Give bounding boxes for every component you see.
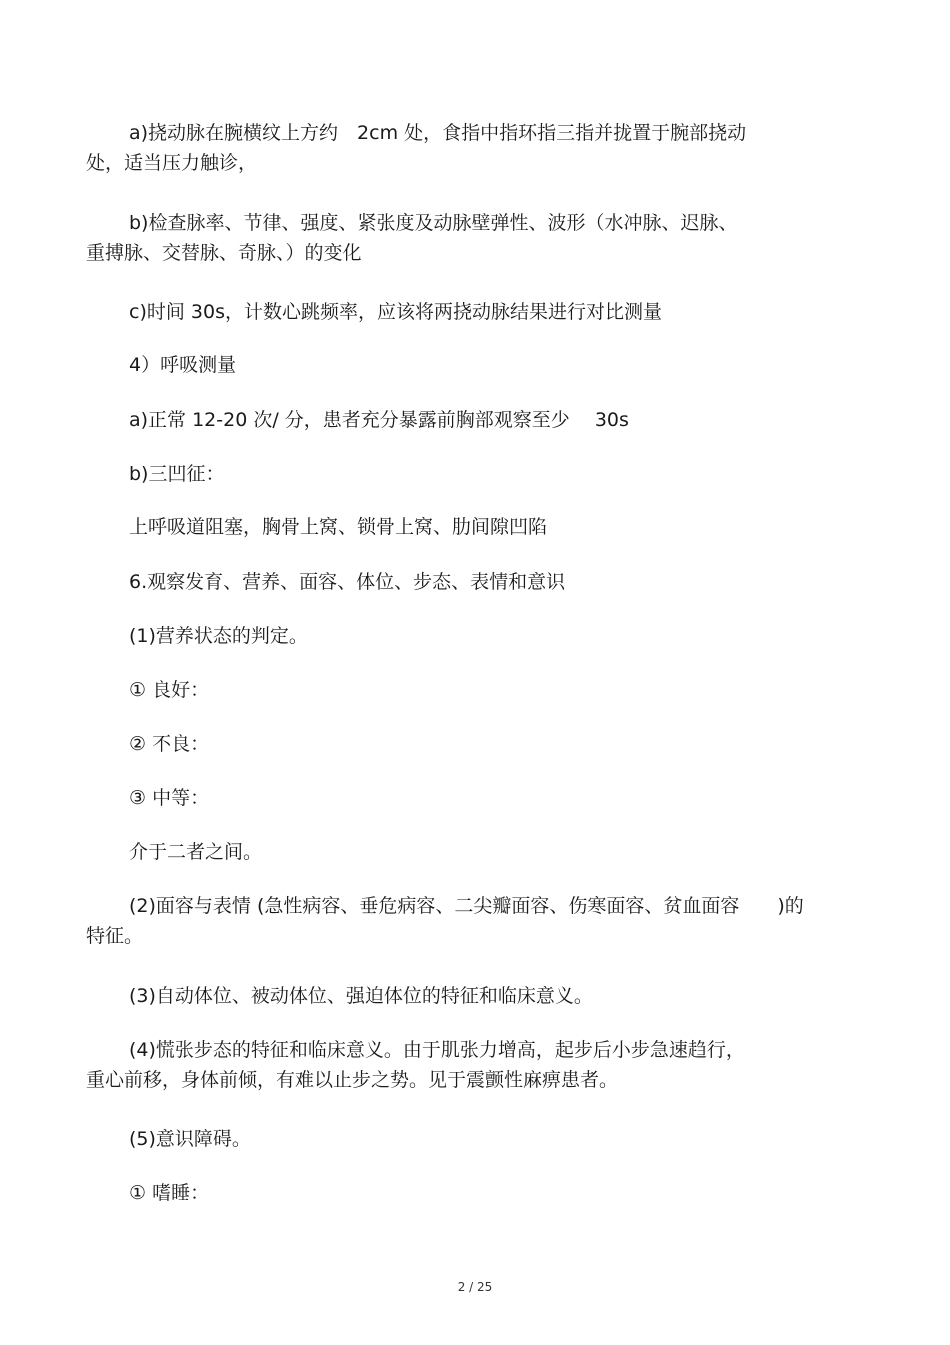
section-heading-observation: 6.观察发育、营养、面容、体位、步态、表情和意识 [129, 571, 566, 593]
list-item-good: ① 良好： [129, 679, 210, 701]
paragraph-line: (2)面容与表情 (急性病容、垂危病容、二尖瓣面容、伤寒面容、贫血面容 )的 [129, 895, 804, 917]
paragraph-line: 特征。 [86, 925, 144, 947]
paragraph-nutrition-status: (1)营养状态的判定。 [129, 625, 308, 647]
list-item-poor: ② 不良： [129, 733, 210, 755]
paragraph-line: 处，适当压力触诊， [86, 152, 258, 174]
paragraph-pulse-timing: c)时间 30s，计数心跳频率，应该将两挠动脉结果进行对比测量 [129, 301, 662, 323]
paragraph-body-position: (3)自动体位、被动体位、强迫体位的特征和临床意义。 [129, 985, 593, 1007]
paragraph-consciousness-disorder: (5)意识障碍。 [129, 1128, 251, 1150]
paragraph-radial-artery-palpation [86, 118, 866, 178]
list-item-medium: ③ 中等： [129, 787, 210, 809]
paragraph-line: 重搏脉、交替脉、奇脉、）的变化 [86, 242, 362, 264]
paragraph-three-depressions: b)三凹征： [129, 463, 225, 485]
paragraph-line: a)挠动脉在腕横纹上方约 2cm 处，食指中指环指三指并拢置于腕部挠动 [129, 122, 747, 144]
section-heading-respiration: 4）呼吸测量 [129, 354, 237, 376]
paragraph-festinating-gait [86, 1035, 866, 1095]
paragraph-airway-obstruction: 上呼吸道阻塞，胸骨上窝、锁骨上窝、肋间隙凹陷 [129, 516, 548, 538]
paragraph-respiration-normal: a)正常 12-20 次/ 分，患者充分暴露前胸部观察至少 30s [129, 409, 629, 431]
paragraph-pulse-check [86, 208, 866, 268]
list-item-somnolence: ① 嗜睡： [129, 1182, 210, 1204]
paragraph-between-two: 介于二者之间。 [129, 841, 263, 863]
paragraph-line: b)检查脉率、节律、强度、紧张度及动脉壁弹性、波形（水冲脉、迟脉、 [129, 212, 738, 234]
paragraph-line: 重心前移，身体前倾，有难以止步之势。见于震颤性麻痹患者。 [86, 1069, 619, 1091]
paragraph-line: (4)慌张步态的特征和临床意义。由于肌张力增高，起步后小步急速趋行， [129, 1039, 745, 1061]
page-number: 2 / 25 [457, 1280, 493, 1294]
paragraph-facial-expression [86, 891, 866, 951]
